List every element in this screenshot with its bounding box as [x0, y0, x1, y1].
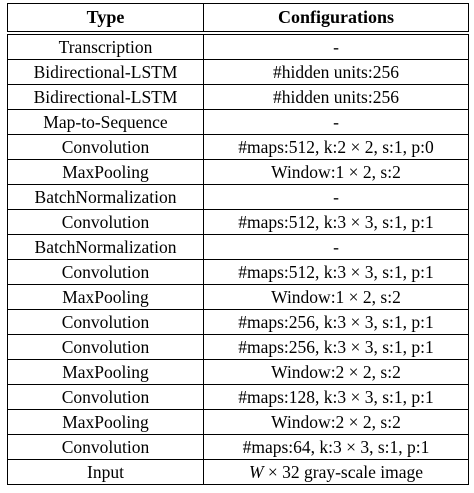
- layer-type-cell: Convolution: [8, 210, 204, 235]
- table-row: [8, 160, 469, 185]
- layer-type-cell: Bidirectional-LSTM: [8, 85, 204, 110]
- table-row: [8, 385, 469, 410]
- layer-type-cell: MaxPooling: [8, 410, 204, 435]
- layer-type-cell: Transcription: [8, 33, 204, 60]
- table-row: [8, 110, 469, 135]
- table-row: [8, 135, 469, 160]
- table-row: [8, 185, 469, 210]
- input-config-text: × 32 gray-scale image: [263, 462, 424, 482]
- table-row: [8, 210, 469, 235]
- layer-type-cell: Convolution: [8, 310, 204, 335]
- input-width-variable: W: [248, 462, 264, 482]
- table-row-input: [8, 460, 469, 485]
- table-row: [8, 60, 469, 85]
- layer-type-cell: BatchNormalization: [8, 235, 204, 260]
- table-row: [8, 310, 469, 335]
- table-row: [8, 435, 469, 460]
- table-header-row: [8, 4, 469, 34]
- layer-config-cell: Window:1 × 2, s:2: [204, 285, 469, 310]
- table-row: [8, 335, 469, 360]
- layer-config-cell: #maps:256, k:3 × 3, s:1, p:1: [204, 310, 469, 335]
- layer-type-cell: MaxPooling: [8, 160, 204, 185]
- table-row: [8, 85, 469, 110]
- layer-type-cell: Input: [8, 460, 204, 485]
- layer-config-cell: Window:2 × 2, s:2: [204, 360, 469, 385]
- layer-config-cell: #maps:256, k:3 × 3, s:1, p:1: [204, 335, 469, 360]
- table-row: [8, 360, 469, 385]
- layer-config-cell: -: [204, 33, 469, 60]
- layer-config-cell: #maps:64, k:3 × 3, s:1, p:1: [204, 435, 469, 460]
- layer-config-cell: -: [204, 110, 469, 135]
- layer-config-cell: [204, 460, 469, 485]
- layer-config-cell: #hidden units:256: [204, 85, 469, 110]
- layer-type-cell: Convolution: [8, 135, 204, 160]
- layer-config-cell: #maps:128, k:3 × 3, s:1, p:1: [204, 385, 469, 410]
- layer-type-cell: MaxPooling: [8, 285, 204, 310]
- column-header-type: Type: [8, 4, 204, 34]
- layer-type-cell: Convolution: [8, 335, 204, 360]
- layer-config-cell: Window:1 × 2, s:2: [204, 160, 469, 185]
- layer-type-cell: Convolution: [8, 435, 204, 460]
- layer-type-cell: Map-to-Sequence: [8, 110, 204, 135]
- table-row: [8, 33, 469, 60]
- table-row: [8, 285, 469, 310]
- layer-type-cell: Bidirectional-LSTM: [8, 60, 204, 85]
- table-row: [8, 260, 469, 285]
- layer-config-cell: #maps:512, k:2 × 2, s:1, p:0: [204, 135, 469, 160]
- layer-type-cell: MaxPooling: [8, 360, 204, 385]
- column-header-configurations: Configurations: [204, 4, 469, 34]
- layer-type-cell: Convolution: [8, 260, 204, 285]
- layer-config-cell: -: [204, 185, 469, 210]
- network-configuration-table: [7, 3, 469, 485]
- layer-config-cell: -: [204, 235, 469, 260]
- layer-config-cell: #maps:512, k:3 × 3, s:1, p:1: [204, 210, 469, 235]
- layer-type-cell: BatchNormalization: [8, 185, 204, 210]
- layer-config-cell: Window:2 × 2, s:2: [204, 410, 469, 435]
- layer-config-cell: #maps:512, k:3 × 3, s:1, p:1: [204, 260, 469, 285]
- table-row: [8, 410, 469, 435]
- layer-config-cell: #hidden units:256: [204, 60, 469, 85]
- table-row: [8, 235, 469, 260]
- layer-type-cell: Convolution: [8, 385, 204, 410]
